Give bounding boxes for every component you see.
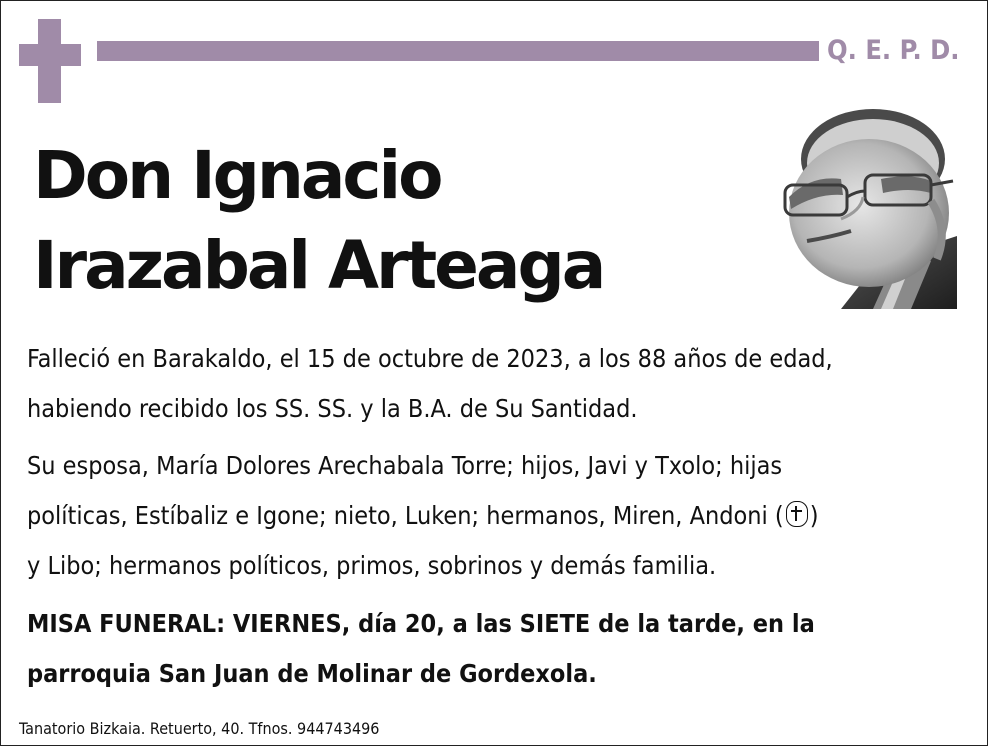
funeral-home-footer: Tanatorio Bizkaia. Retuerto, 40. Tfnos. 944743496	[19, 719, 380, 738]
name-line-2: Irazabal Arteaga	[33, 227, 604, 304]
funeral-mass-info	[27, 599, 967, 699]
p2-line-1: Su esposa, María Dolores Arechabala Torre; hijos, Javi y Txolo; hijas	[27, 451, 783, 480]
family-list	[27, 441, 967, 591]
name-line-1: Don Ignacio	[33, 137, 441, 214]
p2-line-2-close: )	[809, 501, 819, 530]
p3-line-1: MISA FUNERAL: VIERNES, día 20, a las SIETE de la tarde, en la	[27, 609, 815, 638]
p2-line-2-text: políticas, Estíbaliz e Igone; nieto, Luken; hermanos, Miren, Andoni (	[27, 501, 784, 530]
deceased-name	[33, 131, 733, 311]
p1-line-1: Falleció en Barakaldo, el 15 de octubre de 2023, a los 88 años de edad,	[27, 344, 833, 373]
p3-line-2: parroquia San Juan de Molinar de Gordexola.	[27, 659, 597, 688]
p2-line-2	[27, 491, 967, 541]
deceased-cross-icon	[786, 501, 808, 527]
header-rule	[97, 41, 819, 61]
p2-line-3: y Libo; hermanos políticos, primos, sobrinos y demás familia.	[27, 551, 717, 580]
p1-line-2: habiendo recibido los SS. SS. y la B.A. de Su Santidad.	[27, 394, 638, 423]
portrait-photo	[781, 101, 957, 309]
cross-icon	[19, 19, 81, 103]
death-announcement	[27, 334, 967, 434]
qepd-label: Q. E. P. D.	[827, 35, 960, 66]
